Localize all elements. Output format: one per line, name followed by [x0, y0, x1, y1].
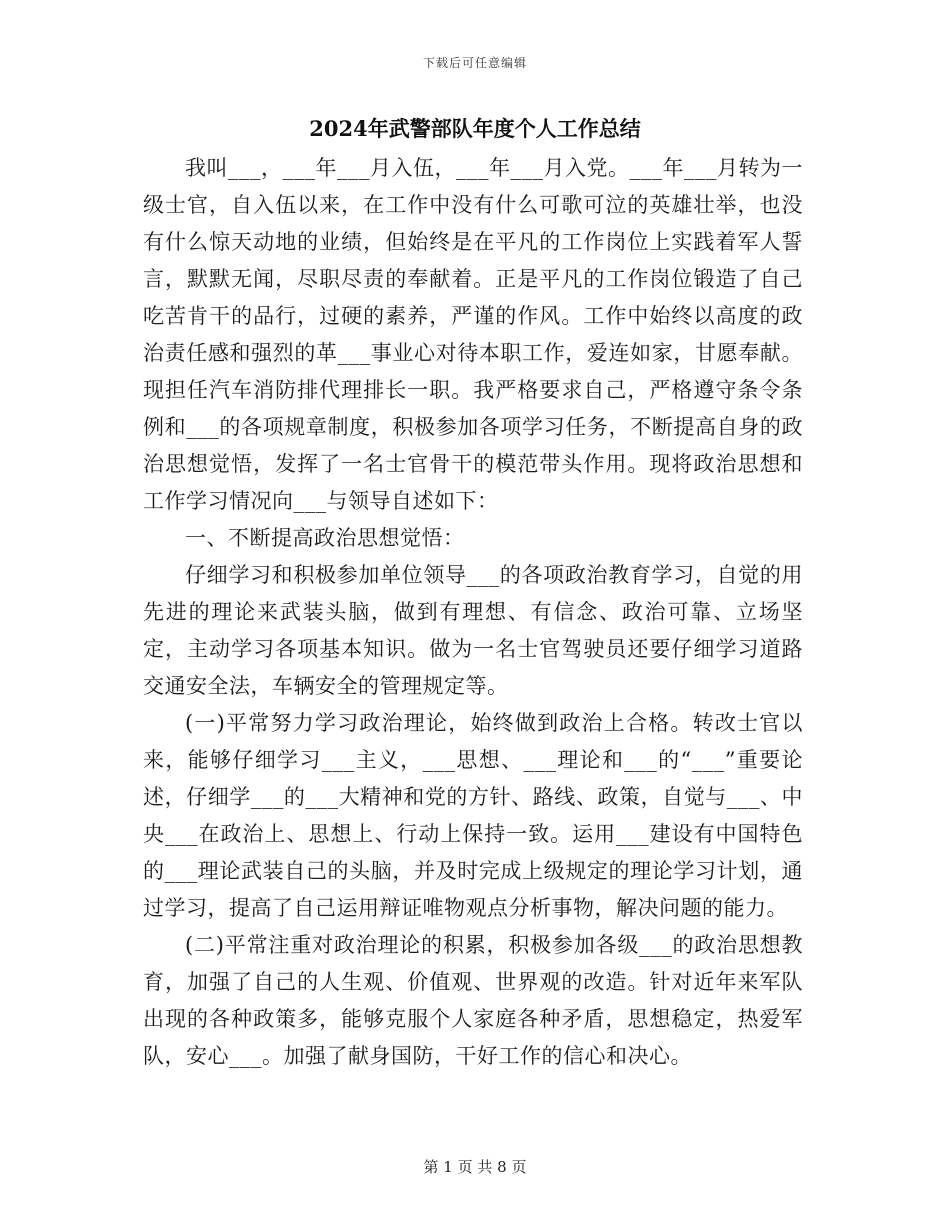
document-title: 2024年武警部队年度个人工作总结: [309, 116, 641, 141]
page-footer: 第 1 页 共 8 页: [423, 1158, 527, 1176]
paragraph-subsection-2: (二)平常注重对政治理论的积累，积极参加各级___的政治思想教育，加强了自己的人生观、价值观、世界观的改造。针对近年来军队出现的各种政策多，能够克服个人家庭各种矛盾，思想稳定，热爱军队，安心___。加强了献身国防，干好工作的信心和决心。: [143, 933, 803, 1068]
section-heading-1: 一、不断提高政治思想觉悟：: [185, 526, 465, 550]
header-note: 下载后可任意编辑: [422, 56, 527, 70]
paragraph-intro: 我叫___，___年___月入伍，___年___月入党。___年___月转为一级士官，自入伍以来，在工作中没有什么可歌可泣的英雄壮举，也没有什么惊天动地的业绩，但始终是在平凡的工作岗位上实践着军人誓言，默默无闻，尽职尽责的奉献着。正是平凡的工作岗位锻造了自己吃苦肯干的品行，过硬的素养，严谨的作风。工作中始终以高度的政治责任感和强烈的革___事业心对待本职工作，爱连如家，甘愿奉献。现担任汽车消防排代理排长一职。我严格要求自己，严格遵守条令条例和___的各项规章制度，积极参加各项学习任务，不断提高自身的政治思想觉悟，发挥了一名士官骨干的模范带头作用。现将政治思想和工作学习情况向___与领导自述如下：: [143, 156, 803, 513]
paragraph-study: 仔细学习和积极参加单位领导___的各项政治教育学习，自觉的用先进的理论来武装头脑，做到有理想、有信念、政治可靠、立场坚定，主动学习各项基本知识。做为一名士官驾驶员还要仔细学习道路交通安全法，车辆安全的管理规定等。: [143, 563, 803, 698]
document-body: [143, 150, 803, 1075]
paragraph-subsection-1: (一)平常努力学习政治理论，始终做到政治上合格。转改士官以来，能够仔细学习___主义，___思想、___理论和___的“___”重要论述，仔细学___的___大精神和党的方针、路线、政策，自觉与___、中央___在政治上、思想上、行动上保持一致。运用___建设有中国特色的___理论武装自己的头脑，并及时完成上级规定的理论学习计划，通过学习，提高了自己运用辩证唯物观点分析事物，解决问题的能力。: [143, 711, 803, 920]
